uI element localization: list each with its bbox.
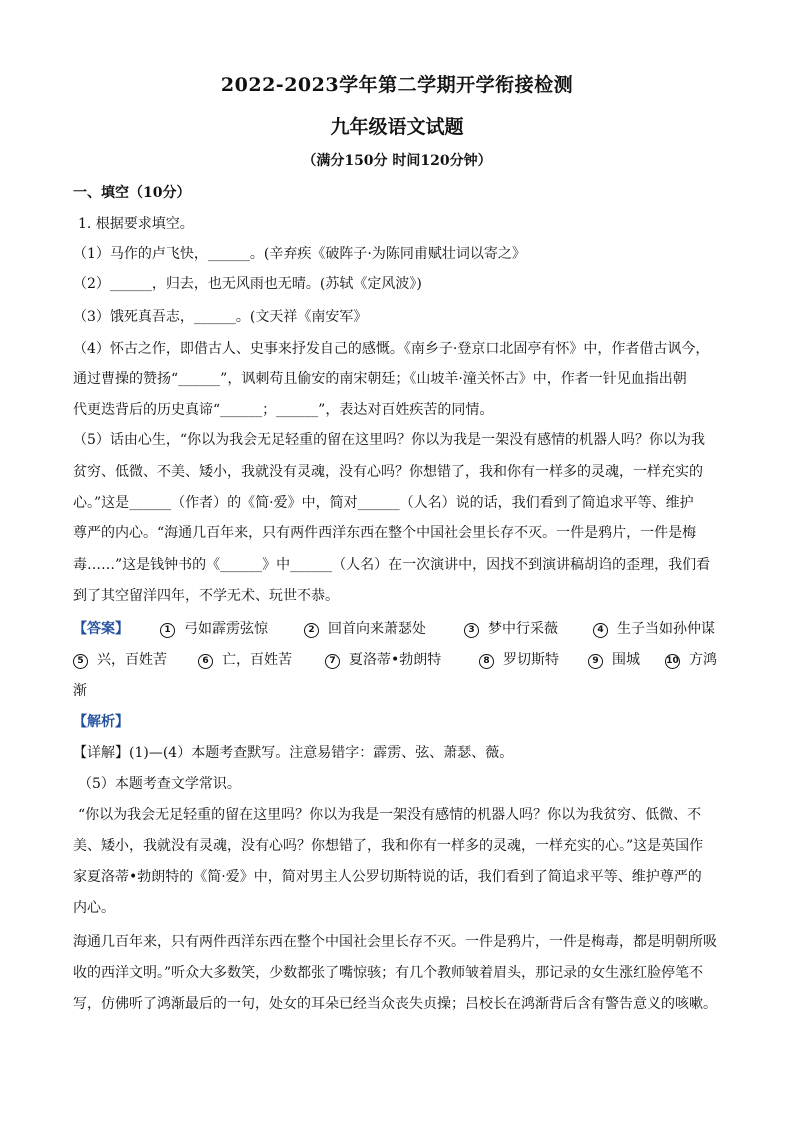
answer-text: 夏洛蒂•勃朗特 <box>349 652 442 668</box>
answer-text: 弓如霹雳弦惊 <box>184 621 268 637</box>
analysis-line: 写，仿佛听了鸿渐最后的一句，处女的耳朵已经当众丧失贞操；吕校长在鸿渐背后含有警告意义的咳嗽。 <box>73 996 717 1012</box>
analysis-line: 内心。 <box>73 900 115 916</box>
question-line: （2）______，归去，也无风雨也无晴。(苏轼《定风波》) <box>73 276 422 292</box>
answer-text: 方鸿 <box>689 652 717 668</box>
answer-wrap: 渐 <box>73 683 87 699</box>
circled-number-icon: 7 <box>325 654 340 669</box>
circled-number-icon: 10 <box>665 654 680 669</box>
analysis-line: “你以为我会无足轻重的留在这里吗？你以为我是一架没有感情的机器人吗？你以为我贫穷、低微、不 <box>78 807 702 823</box>
question-line: 贫穷、低微、不美、矮小，我就没有灵魂，没有心吗？你想错了，我和你有一样多的灵魂，一样充实的 <box>73 464 703 480</box>
answer-text: 罗切斯特 <box>503 652 559 668</box>
answer-item <box>304 619 426 639</box>
circled-number-icon: 5 <box>73 654 88 669</box>
analysis-line: 海通几百年来，只有两件西洋东西在整个中国社会里长存不灭。一件是鸦片，一件是梅毒，都是明朝所吸 <box>73 934 717 950</box>
answer-item <box>73 650 167 670</box>
circled-number-icon: 3 <box>464 623 479 638</box>
answer-text: 亡，百姓苦 <box>222 652 292 668</box>
question-line: （3）饿死真吾志，______。(文天祥《南安军》 <box>73 309 368 325</box>
answer-item <box>588 650 640 670</box>
question-line: 通过曹操的赞扬“______”，讽刺苟且偷安的南宋朝廷；《山坡羊·潼关怀古》中，作者一针见血指出朝 <box>73 371 687 387</box>
exam-title: 2022-2023学年第二学期开学衔接检测 <box>220 74 574 96</box>
answer-item <box>479 650 559 670</box>
answer-item <box>160 619 268 639</box>
answer-item <box>325 650 441 670</box>
question-intro: 1. 根据要求填空。 <box>78 216 194 232</box>
analysis-line: （5）本题考查文学常识。 <box>78 776 241 792</box>
circled-number-icon: 6 <box>198 654 213 669</box>
analysis-line: 收的西洋文明。”听众大多数笑，少数都张了嘴惊骇；有几个教师皱着眉头，那记录的女生涨红脸停笔不 <box>73 965 704 981</box>
answer-text: 梦中行采薇 <box>488 621 558 637</box>
answer-text: 回首向来萧瑟处 <box>328 621 426 637</box>
analysis-label: 【解析】 <box>73 714 129 730</box>
circled-number-icon: 2 <box>304 623 319 638</box>
question-line: 尊严的内心。“海通几百年来，只有两件西洋东西在整个中国社会里长存不灭。一件是鸦片，一件是梅 <box>73 525 697 541</box>
analysis-line: 【详解】(1)—(4）本题考查默写。注意易错字：霹雳、弦、萧瑟、薇。 <box>73 745 514 761</box>
circled-number-icon: 1 <box>160 623 175 638</box>
question-line: （5）话由心生，“你以为我会无足轻重的留在这里吗？你以为我是一架没有感情的机器人吗？你以为我 <box>73 432 706 448</box>
question-line: （1）马作的卢飞快，______。(辛弃疾《破阵子·为陈同甫赋壮词以寄之》 <box>73 246 526 262</box>
section-heading: 一、填空（10分） <box>73 185 191 201</box>
question-line: 毒……”这是钱钟书的《______》中______（人名）在一次演讲中，因找不到演讲稿胡诌的歪理，我们看 <box>73 557 711 573</box>
analysis-line: 家夏洛蒂•勃朗特的《简·爱》中，简对男主人公罗切斯特说的话，我们看到了简追求平等、维护尊严的 <box>73 869 702 885</box>
answer-text: 兴，百姓苦 <box>97 652 167 668</box>
answer-label: 【答案】 <box>73 621 129 637</box>
answer-item <box>198 650 292 670</box>
question-line: （4）怀古之作，即借古人、史事来抒发自己的感慨。《南乡子·登京口北固亭有怀》中，作者借古讽今， <box>73 341 710 357</box>
circled-number-icon: 8 <box>479 654 494 669</box>
question-line: 心。”这是______（作者）的《简·爱》中，简对______（人名）说的话，我们看到了简追求平等、维护 <box>73 495 694 511</box>
answer-item <box>665 650 717 670</box>
answer-item <box>593 619 715 639</box>
question-line: 到了其空留洋四年，不学无术、玩世不恭。 <box>73 588 339 604</box>
circled-number-icon: 9 <box>588 654 603 669</box>
answer-text: 生子当如孙仲谋 <box>617 621 715 637</box>
answer-item <box>464 619 558 639</box>
question-line: 代更迭背后的历史真谛“______；______”，表达对百姓疾苦的同情。 <box>73 402 494 418</box>
analysis-line: 美、矮小，我就没有灵魂，没有心吗？你想错了，我和你有一样多的灵魂，一样充实的心。”这是英国作 <box>73 838 704 854</box>
exam-meta: （满分150分 时间120分钟） <box>302 153 492 169</box>
circled-number-icon: 4 <box>593 623 608 638</box>
answer-text: 围城 <box>612 652 640 668</box>
exam-subtitle: 九年级语文试题 <box>330 116 464 138</box>
